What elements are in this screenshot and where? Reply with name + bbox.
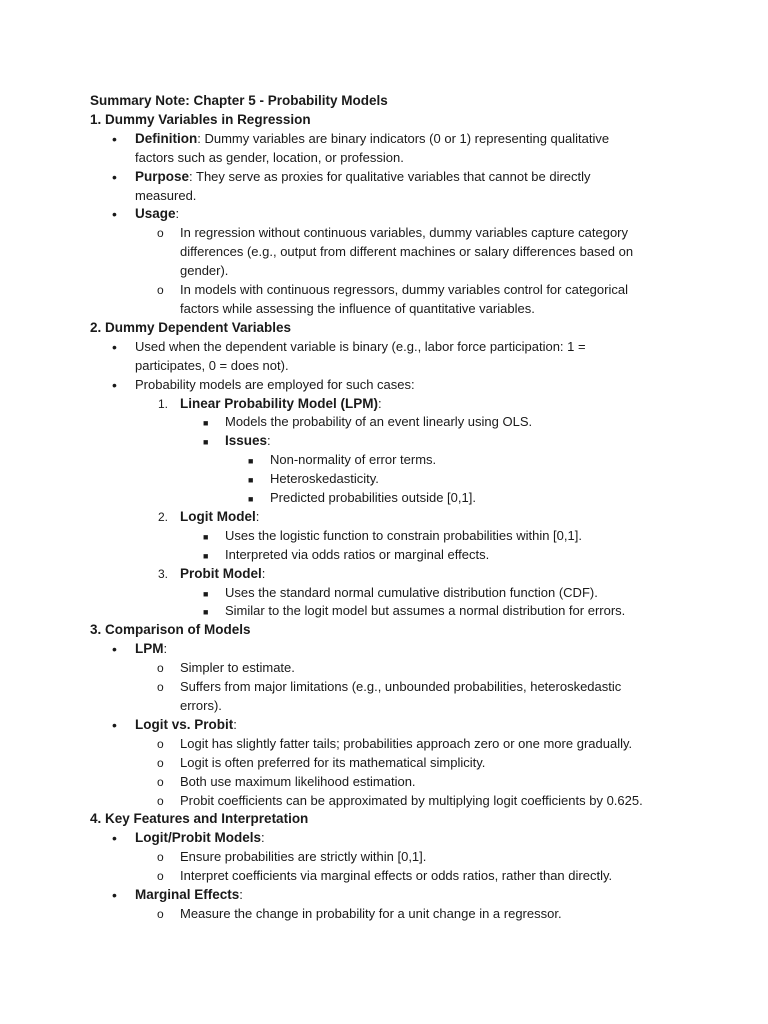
item-text: :: [267, 433, 271, 449]
list-marker: ■: [203, 550, 209, 561]
sub-bullet-item: [90, 281, 690, 300]
square-bullet-item: [90, 527, 690, 546]
item-term: Marginal Effects: [135, 887, 240, 903]
item-text: :: [255, 508, 260, 524]
list-marker: o: [157, 736, 164, 751]
bullet-item: [90, 886, 690, 905]
item-text: 2. Dummy Dependent Variables: [90, 319, 292, 335]
item-term: Issues: [225, 433, 268, 449]
sub-bullet-continuation: [90, 697, 690, 716]
item-text: Simpler to estimate.: [180, 660, 295, 676]
sub-bullet-item: [90, 773, 690, 792]
item-text: 3. Comparison of Models: [90, 622, 251, 638]
item-text: Interpreted via odds ratios or marginal effects.: [225, 546, 490, 562]
bullet-item: [90, 168, 690, 187]
list-marker: ■: [248, 456, 254, 467]
item-text: Logit has slightly fatter tails; probabilities approach zero or one more gradually.: [180, 735, 633, 751]
list-marker: •: [112, 206, 117, 223]
item-text: Uses the logistic function to constrain probabilities within [0,1].: [225, 527, 582, 543]
list-marker: •: [112, 168, 117, 185]
square-bullet-item: [90, 432, 690, 451]
list-marker: ■: [203, 437, 209, 448]
bullet-item: [90, 640, 690, 659]
item-text: factors such as gender, location, or profession.: [135, 149, 404, 165]
item-text: errors).: [180, 698, 222, 713]
item-text: 4. Key Features and Interpretation: [90, 811, 309, 827]
item-text: Ensure probabilities are strictly within [0,1].: [180, 849, 427, 865]
nested-square-bullet-item: [90, 451, 690, 470]
item-text: differences (e.g., output from different machines or salary differences based on: [180, 244, 634, 260]
list-marker: o: [157, 869, 164, 884]
sub-bullet-item: [90, 867, 690, 886]
item-text: Used when the dependent variable is binary (e.g., labor force participation: 1 =: [135, 338, 586, 354]
list-marker: •: [112, 641, 117, 658]
item-text: Similar to the logit model but assumes a normal distribution for errors.: [225, 603, 626, 619]
list-marker: •: [112, 716, 117, 733]
list-marker: 2.: [158, 509, 169, 524]
item-text: gender).: [180, 263, 229, 279]
item-term: Definition: [135, 130, 198, 146]
item-text: factors while assessing the influence of quantitative variables.: [180, 300, 535, 316]
bullet-continuation: [90, 149, 690, 168]
item-term: Linear Probability Model (LPM): [180, 395, 379, 411]
item-term: Probit Model: [180, 565, 262, 581]
document-body: [90, 92, 690, 924]
list-marker: o: [157, 793, 164, 808]
item-text: : They serve as proxies for qualitative variables that cannot be directly: [189, 168, 591, 184]
square-bullet-item: [90, 584, 690, 603]
item-text: Non-normality of error terms.: [270, 452, 437, 468]
square-bullet-item: [90, 602, 690, 621]
sub-bullet-item: [90, 659, 690, 678]
sub-bullet-item: [90, 754, 690, 773]
item-text: Uses the standard normal cumulative distribution function (CDF).: [225, 584, 598, 600]
list-marker: o: [157, 661, 164, 676]
item-term: Logit Model: [180, 508, 256, 524]
sub-bullet-continuation: [90, 243, 690, 262]
list-marker: •: [112, 887, 117, 904]
bullet-item: [90, 205, 690, 224]
section-heading: [90, 319, 690, 338]
sub-bullet-item: [90, 905, 690, 924]
bullet-continuation: [90, 357, 690, 376]
bullet-item: [90, 338, 690, 357]
sub-bullet-continuation: [90, 262, 690, 281]
sub-bullet-item: [90, 848, 690, 867]
bullet-item: [90, 829, 690, 848]
sub-bullet-item: [90, 792, 690, 811]
item-text: :: [239, 887, 243, 903]
list-marker: o: [157, 850, 164, 865]
bullet-item: [90, 376, 690, 395]
item-text: :: [175, 206, 180, 222]
sub-bullet-continuation: [90, 300, 690, 319]
item-text: Measure the change in probability for a unit change in a regressor.: [180, 905, 562, 921]
list-marker: •: [112, 830, 117, 847]
square-bullet-item: [90, 546, 690, 565]
list-marker: ■: [248, 475, 254, 486]
bullet-continuation: [90, 187, 690, 206]
list-marker: •: [112, 130, 117, 147]
section-heading: [90, 810, 690, 829]
item-text: Predicted probabilities outside [0,1].: [270, 490, 476, 506]
item-term: Purpose: [135, 168, 190, 184]
item-text: Interpret coefficients via marginal effects or odds ratios, rather than directly.: [180, 868, 613, 884]
list-marker: 1.: [158, 396, 169, 411]
sub-bullet-item: [90, 224, 690, 243]
list-marker: ■: [203, 418, 209, 429]
item-term: Logit vs. Probit: [135, 716, 234, 732]
item-text: : Dummy variables are binary indicators (0 or 1) representing qualitative: [197, 130, 610, 146]
list-marker: ■: [203, 531, 209, 542]
list-marker: o: [157, 680, 164, 695]
item-text: Heteroskedasticity.: [270, 471, 379, 487]
sub-bullet-item: [90, 678, 690, 697]
item-text: In models with continuous regressors, dummy variables control for categorical: [180, 282, 628, 298]
list-marker: ■: [203, 607, 209, 618]
list-marker: o: [157, 755, 164, 770]
item-text: :: [378, 395, 382, 411]
item-text: :: [233, 716, 237, 732]
section-heading: [90, 621, 690, 640]
item-text: Probability models are employed for such cases:: [135, 376, 415, 392]
bullet-item: [90, 130, 690, 149]
list-marker: o: [157, 906, 164, 921]
item-text: Logit is often preferred for its mathematical simplicity.: [180, 754, 486, 770]
numbered-item: [90, 565, 690, 584]
square-bullet-item: [90, 413, 690, 432]
list-marker: ■: [248, 494, 254, 505]
nested-square-bullet-item: [90, 470, 690, 489]
document-title: Summary Note: Chapter 5 - Probability Models: [90, 93, 388, 108]
list-marker: •: [112, 338, 117, 355]
item-term: LPM: [135, 641, 164, 657]
sub-bullet-item: [90, 735, 690, 754]
item-text: Both use maximum likelihood estimation.: [180, 773, 416, 789]
bullet-item: [90, 716, 690, 735]
list-marker: o: [157, 226, 164, 241]
numbered-item: [90, 395, 690, 414]
item-text: participates, 0 = does not).: [135, 357, 289, 373]
item-text: Probit coefficients can be approximated by multiplying logit coefficients by 0.625.: [180, 792, 643, 808]
item-text: :: [163, 641, 168, 657]
item-text: Suffers from major limitations (e.g., unbounded probabilities, heteroskedastic: [180, 679, 622, 695]
item-text: In regression without continuous variables, dummy variables capture category: [180, 225, 629, 241]
item-text: :: [261, 830, 265, 846]
item-term: Logit/Probit Models: [135, 830, 261, 846]
item-text: measured.: [135, 187, 197, 203]
nested-square-bullet-item: [90, 489, 690, 508]
list-marker: 3.: [158, 566, 169, 581]
list-marker: o: [157, 283, 164, 298]
list-marker: o: [157, 774, 164, 789]
list-marker: •: [112, 376, 117, 393]
item-text: 1. Dummy Variables in Regression: [90, 111, 311, 127]
item-text: :: [261, 565, 266, 581]
section-heading: [90, 111, 690, 130]
item-text: Models the probability of an event linearly using OLS.: [225, 414, 533, 430]
numbered-item: [90, 508, 690, 527]
list-marker: ■: [203, 588, 209, 599]
item-term: Usage: [135, 206, 176, 222]
